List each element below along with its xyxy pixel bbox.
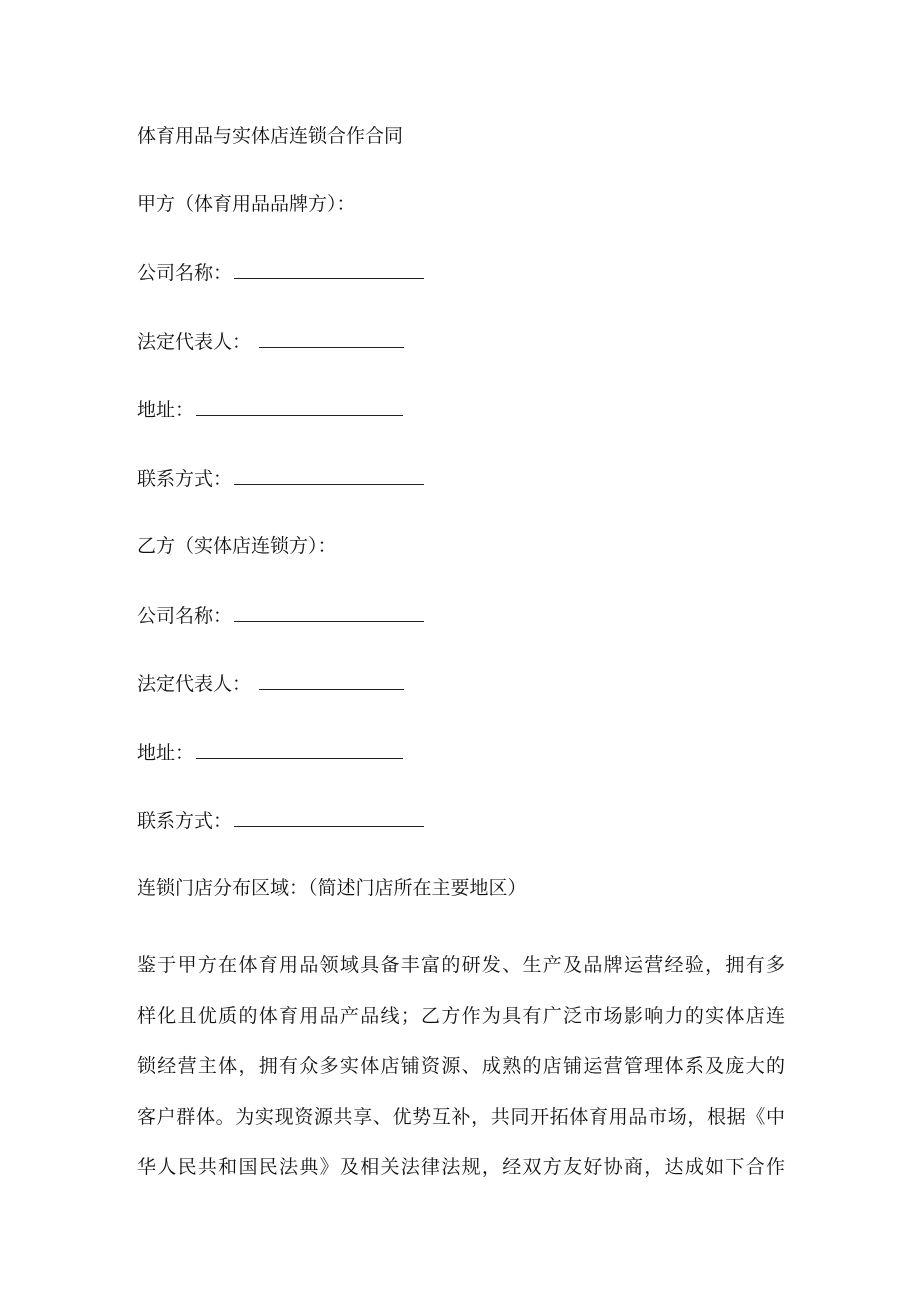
party-a-address-row <box>137 397 403 422</box>
document-title: 体育用品与实体店连锁合作合同 <box>137 125 404 147</box>
party-a-rep-blank <box>259 329 404 348</box>
party-b-rep-blank <box>259 671 404 690</box>
preamble-line: 客户群体。为实现资源共享、优势互补，共同开拓体育用品市场，根据《中 <box>137 1105 785 1128</box>
party-b-address-blank <box>196 740 403 759</box>
preamble-line: 华人民共和国民法典》及相关法律法规，经双方友好协商，达成如下合作 <box>137 1156 785 1178</box>
party-b-contact-label: 联系方式： <box>137 810 233 832</box>
party-b-address-row <box>137 740 403 765</box>
party-a-rep-label: 法定代表人： <box>137 331 252 353</box>
party-a-heading: 甲方（体育用品品牌方）： <box>137 193 356 215</box>
party-a-address-label: 地址： <box>137 399 195 421</box>
party-a-contact-row <box>137 466 424 491</box>
party-a-company-blank <box>234 260 424 279</box>
party-b-company-label: 公司名称： <box>137 605 233 627</box>
party-a-company-label: 公司名称： <box>137 262 233 284</box>
party-a-contact-label: 联系方式： <box>137 468 233 490</box>
store-region-line: 连锁门店分布区域：（简述门店所在主要地区） <box>137 877 527 899</box>
party-a-contact-blank <box>234 466 424 485</box>
party-b-rep-label: 法定代表人： <box>137 673 252 695</box>
preamble-line: 样化且优质的体育用品产品线；乙方作为具有广泛市场影响力的实体店连 <box>137 1004 785 1027</box>
party-a-company-row <box>137 260 424 285</box>
party-a-address-blank <box>196 397 403 416</box>
preamble-line: 锁经营主体，拥有众多实体店铺资源、成熟的店铺运营管理体系及庞大的 <box>137 1055 785 1077</box>
preamble-paragraph <box>137 940 785 1193</box>
party-b-rep-row <box>137 671 404 696</box>
party-b-contact-row <box>137 808 424 833</box>
party-b-company-blank <box>234 603 424 622</box>
party-b-contact-blank <box>234 808 424 827</box>
party-b-address-label: 地址： <box>137 742 195 764</box>
party-b-heading: 乙方（实体店连锁方）： <box>137 535 337 557</box>
party-a-rep-row <box>137 329 404 354</box>
preamble-line: 鉴于甲方在体育用品领域具备丰富的研发、生产及品牌运营经验，拥有多 <box>137 954 785 976</box>
party-b-company-row <box>137 603 424 628</box>
